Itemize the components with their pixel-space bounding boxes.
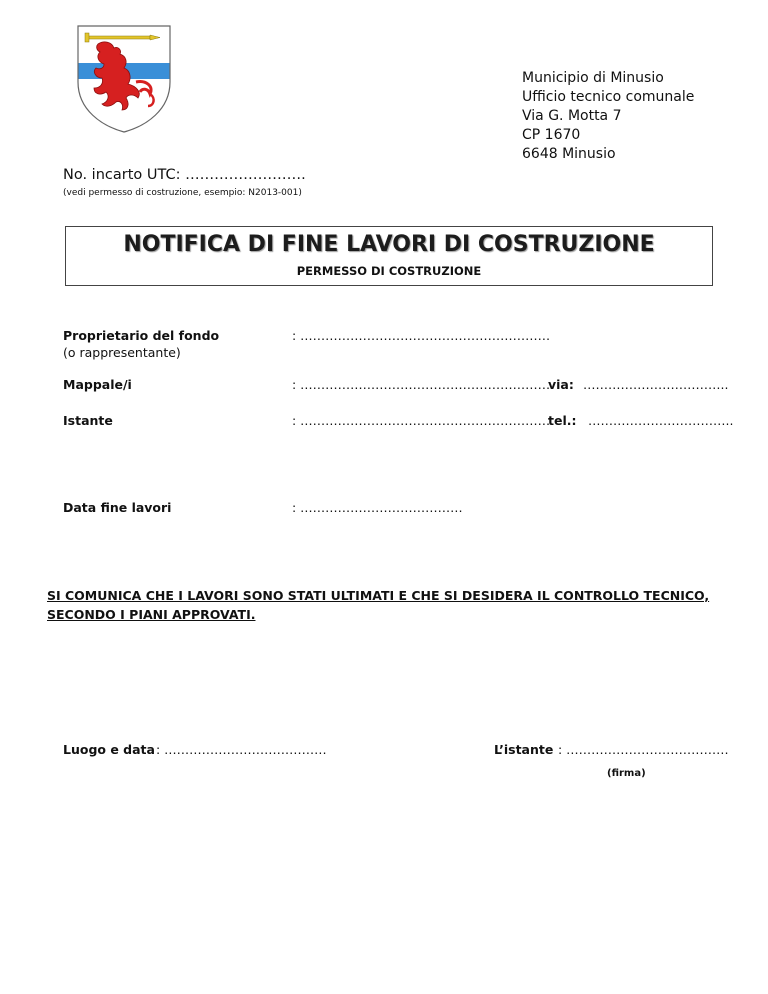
applicant-signature-label: L’istante [494, 742, 554, 757]
incarto-number-field[interactable]: No. incarto UTC: ……………………. [63, 167, 306, 183]
notice-line: SI COMUNICA CHE I LAVORI SONO STATI ULTIMATI E CHE SI DESIDERA IL CONTROLLO TECNICO, [47, 588, 710, 603]
end-date-label: Data fine lavori [63, 500, 172, 515]
phone-field[interactable]: …………………………….. [588, 413, 734, 428]
municipal-crest [76, 22, 172, 134]
address-line: CP 1670 [522, 127, 581, 143]
notice-line: SECONDO I PIANI APPROVATI. [47, 607, 256, 622]
owner-label: Proprietario del fondo [63, 328, 220, 343]
document-title: NOTIFICA DI FINE LAVORI DI COSTRUZIONE [123, 232, 655, 257]
owner-sublabel: (o rappresentante) [63, 345, 181, 360]
title-box [65, 226, 713, 286]
parcel-field[interactable]: : …………………………………………………… [292, 377, 551, 392]
applicant-field[interactable]: : …………………………………………………… [292, 413, 551, 428]
parcel-label: Mappale/i [63, 377, 132, 392]
street-label: via: [548, 377, 574, 392]
address-line: Ufficio tecnico comunale [522, 89, 695, 105]
street-field[interactable]: …………………………….. [583, 377, 729, 392]
end-date-field[interactable]: : ………………………………… [292, 500, 463, 515]
address-line: 6648 Minusio [522, 146, 616, 162]
address-line: Via G. Motta 7 [522, 108, 622, 124]
signature-caption: (firma) [607, 768, 646, 779]
place-date-label: Luogo e data [63, 742, 155, 757]
place-date-field[interactable]: : ………………………………… [156, 742, 327, 757]
notice-text [47, 586, 709, 624]
phone-label: tel.: [548, 413, 577, 428]
incarto-note: (vedi permesso di costruzione, esempio: N2013-001) [63, 188, 302, 198]
owner-field[interactable]: : …………………………………………………… [292, 328, 551, 343]
address-line: Municipio di Minusio [522, 70, 664, 86]
applicant-signature-field[interactable]: : ………………………………… [558, 742, 729, 757]
document-subtitle: PERMESSO DI COSTRUZIONE [296, 264, 482, 278]
applicant-label: Istante [63, 413, 113, 428]
municipality-address [522, 69, 694, 164]
